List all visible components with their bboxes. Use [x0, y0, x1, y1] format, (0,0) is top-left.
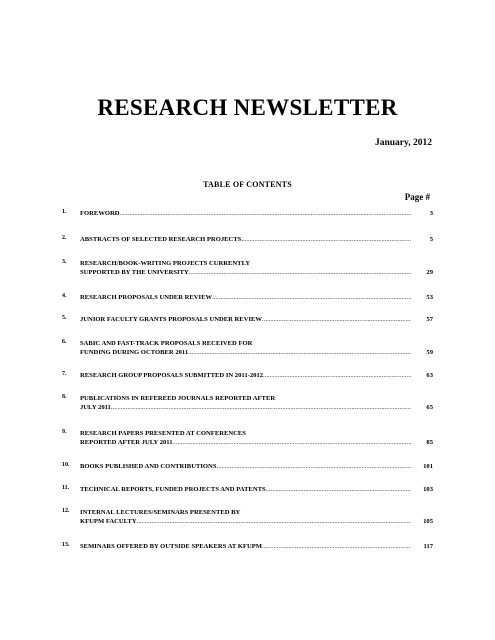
- toc-entry-title: FOREWORD: [80, 210, 120, 217]
- toc-entry[interactable]: [62, 429, 433, 447]
- toc-entry[interactable]: [62, 293, 433, 302]
- toc-entry-page: 85: [426, 439, 433, 446]
- dot-leader: [137, 517, 411, 526]
- toc-entry[interactable]: [62, 462, 433, 471]
- toc-entry-number: 3.: [62, 259, 67, 265]
- toc-entry-page: 103: [423, 486, 433, 493]
- dot-leader: [263, 371, 411, 380]
- toc-entry-title: SEMINARS OFFERED BY OUTSIDE SPEAKERS AT KFUPM: [80, 543, 262, 550]
- toc-entry-title: RESEARCH PAPERS PRESENTED AT CONFERENCES: [80, 430, 246, 437]
- toc-entry-number: 8.: [62, 394, 67, 400]
- toc-entry-page: 117: [423, 543, 433, 550]
- dot-leader: [217, 462, 412, 471]
- toc-entry-title: RESEARCH PROPOSALS UNDER REVIEW: [80, 294, 213, 301]
- toc-entry[interactable]: [62, 235, 433, 244]
- toc-entry-page: 101: [423, 463, 433, 470]
- toc-entry-number: 4.: [62, 293, 67, 299]
- toc-entry-title: RESEARCH GROUP PROPOSALS SUBMITTED IN 2011-2012: [80, 372, 264, 379]
- dot-leader: [188, 348, 411, 357]
- toc-entry-title: REPORTED AFTER JULY 2011: [80, 439, 173, 446]
- toc-entry-number: 6.: [62, 339, 67, 345]
- toc-entry[interactable]: [62, 542, 433, 551]
- dot-leader: [212, 293, 411, 302]
- toc-entry[interactable]: [62, 339, 433, 357]
- toc-entry-title: JUNIOR FACULTY GRANTS PROPOSALS UNDER REVIEW: [80, 316, 263, 323]
- toc-entry-number: 11.: [62, 485, 70, 491]
- issue-date: January, 2012: [374, 138, 432, 148]
- toc-entry-number: 12.: [62, 508, 70, 514]
- toc-entry[interactable]: [62, 209, 433, 218]
- toc-entry-number: 2.: [62, 235, 67, 241]
- toc-entry[interactable]: [62, 485, 433, 494]
- dot-leader: [111, 403, 411, 412]
- toc-entry-page: 57: [426, 316, 433, 323]
- toc-entry[interactable]: [62, 508, 433, 526]
- newsletter-title: RESEARCH NEWSLETTER: [97, 95, 398, 120]
- toc-entry-page: 105: [423, 518, 433, 525]
- toc-entry[interactable]: [62, 371, 433, 380]
- toc-entry-number: 13.: [62, 542, 70, 548]
- toc-entry-page: 5: [429, 236, 433, 243]
- toc-entry-page: 63: [426, 372, 433, 379]
- dot-leader: [189, 268, 411, 277]
- toc-entry-title: JULY 2011: [80, 404, 111, 411]
- toc-entry-page: 3: [429, 210, 433, 217]
- toc-entry[interactable]: [62, 259, 433, 277]
- toc-entry-title: BOOKS PUBLISHED AND CONTRIBUTIONS: [80, 463, 217, 470]
- toc-entry-title: SUPPORTED BY THE UNIVERSITY: [80, 269, 189, 276]
- toc-entry-page: 59: [426, 349, 433, 356]
- toc-entry-page: 29: [426, 269, 433, 276]
- toc-entry-title: PUBLICATIONS IN REFEREED JOURNALS REPORTED AFTER: [80, 395, 276, 402]
- dot-leader: [241, 235, 411, 244]
- toc-entry-number: 7.: [62, 371, 67, 377]
- toc-entry-number: 9.: [62, 429, 67, 435]
- toc-entry-title: SABIC AND FAST-TRACK PROPOSALS RECEIVED FOR: [80, 340, 253, 347]
- toc-entry-page: 65: [426, 404, 433, 411]
- toc-entry-title: ABSTRACTS OF SELECTED RESEARCH PROJECTS: [80, 236, 242, 243]
- dot-leader: [173, 438, 411, 447]
- toc-entry[interactable]: [62, 394, 433, 412]
- toc-heading: TABLE OF CONTENTS: [203, 180, 292, 189]
- dot-leader: [120, 209, 411, 218]
- toc-entry[interactable]: [62, 315, 433, 324]
- dot-leader: [262, 542, 411, 551]
- toc-entry-page: 53: [426, 294, 433, 301]
- toc-entry-number: 10.: [62, 462, 70, 468]
- toc-entry-number: 1.: [62, 209, 67, 215]
- dot-leader: [262, 315, 411, 324]
- toc-entry-title: FUNDING DURING OCTOBER 2011: [80, 349, 189, 356]
- toc-entry-title: KFUPM FACULTY: [80, 518, 137, 525]
- page-column-label: Page #: [404, 192, 430, 202]
- toc-entry-title: RESEARCH/BOOK-WRITING PROJECTS CURRENTLY: [80, 260, 251, 267]
- dot-leader: [266, 485, 411, 494]
- toc-entry-number: 5.: [62, 315, 67, 321]
- toc-entry-title: INTERNAL LECTURES/SEMINARS PRESENTED BY: [80, 509, 241, 516]
- toc-entry-title: TECHNICAL REPORTS, FUNDED PROJECTS AND PATENTS: [80, 486, 266, 493]
